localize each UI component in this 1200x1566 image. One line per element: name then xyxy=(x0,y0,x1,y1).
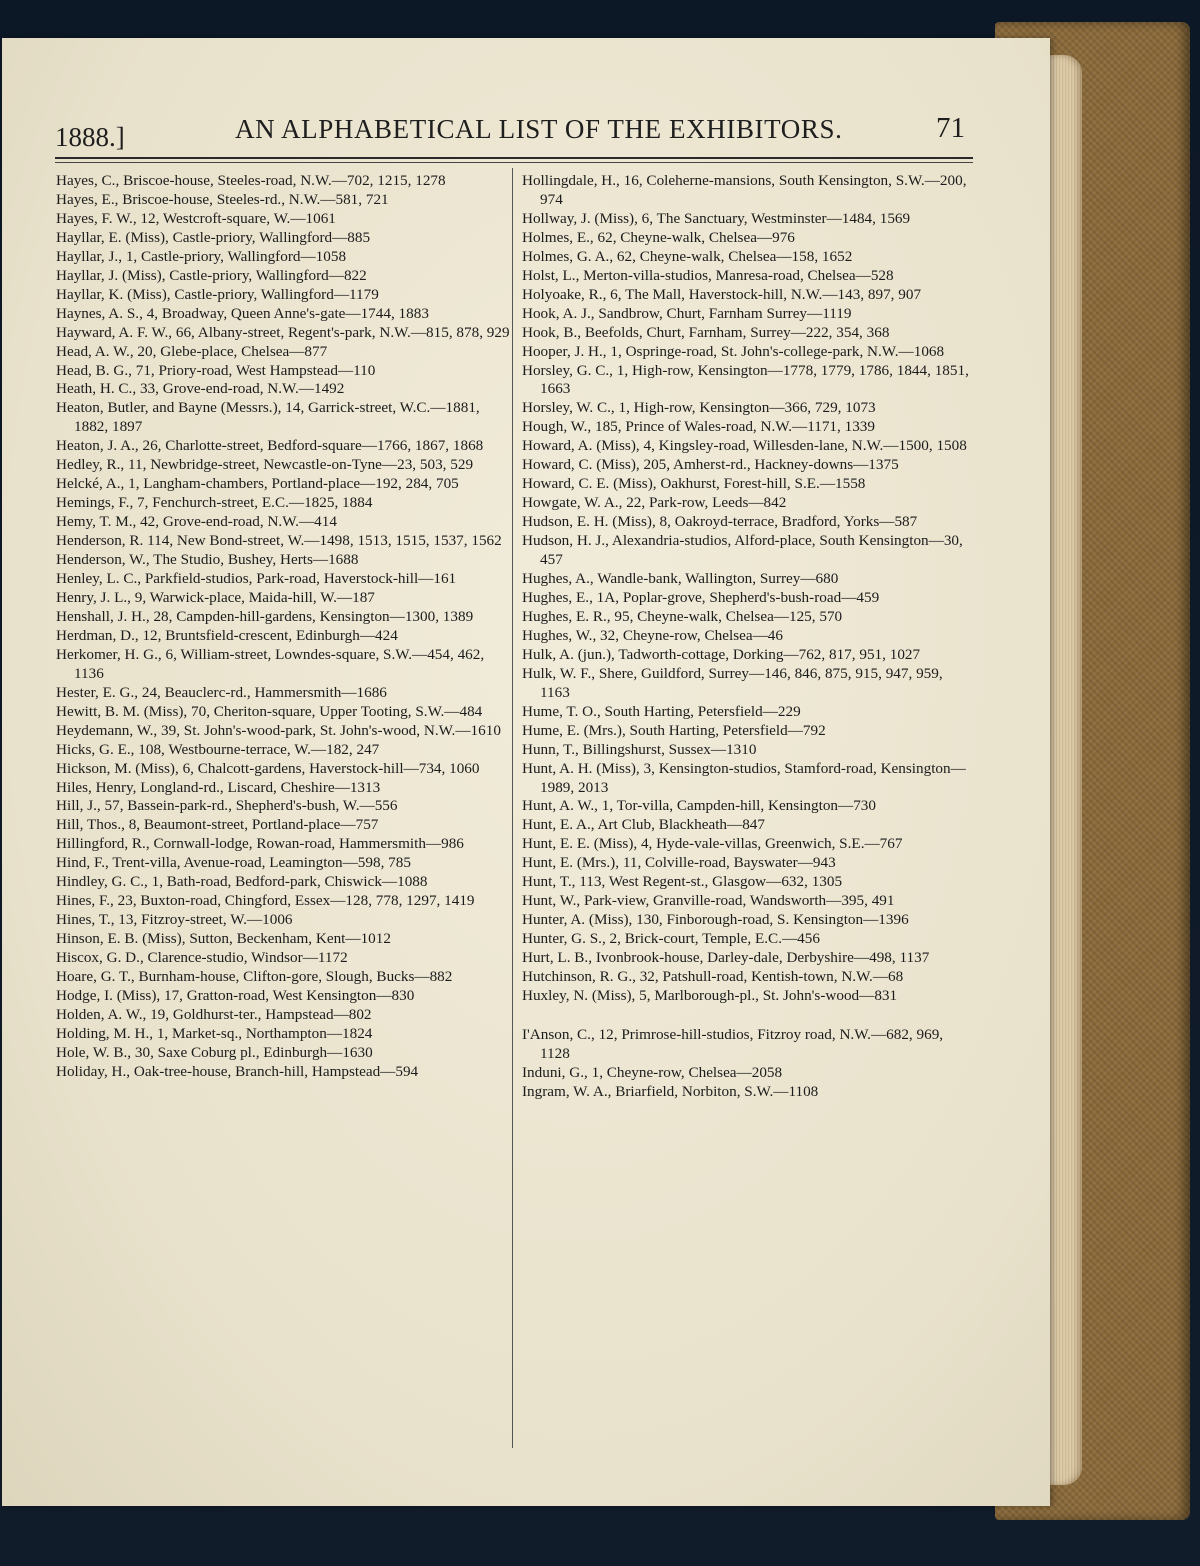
header-rule-thick xyxy=(55,157,973,159)
exhibitor-entry: Hole, W. B., 30, Saxe Coburg pl., Edinburgh—1630 xyxy=(56,1043,373,1061)
exhibitor-entry: Herdman, D., 12, Bruntsfield-crescent, Edinburgh—424 xyxy=(56,626,398,644)
header-title: AN ALPHABETICAL LIST OF THE EXHIBITORS. xyxy=(235,114,843,144)
exhibitor-entry: Howard, C. (Miss), 205, Amherst-rd., Hackney-downs—1375 xyxy=(522,456,899,474)
exhibitor-entry: Hayes, E., Briscoe-house, Steeles-rd., N.W.—581, 721 xyxy=(56,190,389,208)
exhibitor-entry: Henley, L. C., Parkfield-studios, Park-road, Haverstock-hill—161 xyxy=(56,570,457,588)
exhibitor-entry: Hulk, A. (jun.), Tadworth-cottage, Dorking—762, 817, 951, 1027 xyxy=(522,645,921,663)
exhibitor-entry: Howgate, W. A., 22, Park-row, Leeds—842 xyxy=(522,494,787,512)
exhibitor-entry: Hurt, L. B., Ivonbrook-house, Darley-dale, Derbyshire—498, 1137 xyxy=(522,949,930,967)
exhibitor-entry: Ingram, W. A., Briarfield, Norbiton, S.W.—1108 xyxy=(522,1082,819,1100)
exhibitor-entry: Hester, E. G., 24, Beauclerc-rd., Hammersmith—1686 xyxy=(56,683,387,701)
exhibitor-entry: Henshall, J. H., 28, Campden-hill-gardens, Kensington—1300, 1389 xyxy=(56,607,474,625)
exhibitor-entry: Howard, A. (Miss), 4, Kingsley-road, Willesden-lane, N.W.—1500, 1508 xyxy=(522,437,967,455)
exhibitor-entry: Holst, L., Merton-villa-studios, Manresa-road, Chelsea—528 xyxy=(522,266,894,284)
exhibitor-entry: Hillingford, R., Cornwall-lodge, Rowan-road, Hammersmith—986 xyxy=(56,835,464,853)
exhibitor-entry: Herkomer, H. G., 6, William-street, Lowndes-square, S.W.—454, 462, 1136 xyxy=(56,645,485,682)
exhibitor-entry: Heath, H. C., 33, Grove-end-road, N.W.—1492 xyxy=(56,380,345,398)
exhibitor-entry: Hayllar, E. (Miss), Castle-priory, Wallingford—885 xyxy=(56,228,371,246)
right-column xyxy=(522,172,974,1102)
column-divider xyxy=(512,168,513,1448)
exhibitor-entry: Holding, M. H., 1, Market-sq., Northampton—1824 xyxy=(56,1024,373,1042)
exhibitor-entry: Henderson, W., The Studio, Bushey, Herts—1688 xyxy=(56,551,359,569)
exhibitor-entry: Hill, J., 57, Bassein-park-rd., Shepherd's-bush, W.—556 xyxy=(56,797,398,815)
exhibitor-entry: Hiles, Henry, Longland-rd., Liscard, Cheshire—1313 xyxy=(56,778,381,796)
exhibitor-entry: Hough, W., 185, Prince of Wales-road, N.W.—1171, 1339 xyxy=(522,418,875,436)
page-header xyxy=(55,112,973,156)
exhibitor-entry: Hunt, A. H. (Miss), 3, Kensington-studios, Stamford-road, Kensington—1989, 2013 xyxy=(522,759,966,796)
page-number: 71 xyxy=(936,112,965,144)
exhibitor-entry: Hunt, A. W., 1, Tor-villa, Campden-hill, Kensington—730 xyxy=(522,797,876,815)
exhibitor-entry: I'Anson, C., 12, Primrose-hill-studios, Fitzroy road, N.W.—682, 969, 1128 xyxy=(522,1025,944,1062)
exhibitor-entry: Hulk, W. F., Shere, Guildford, Surrey—146, 846, 875, 915, 947, 959, 1163 xyxy=(522,664,943,701)
exhibitor-entry: Hiscox, G. D., Clarence-studio, Windsor—1172 xyxy=(56,949,348,967)
exhibitor-entry: Henry, J. L., 9, Warwick-place, Maida-hill, W.—187 xyxy=(56,588,375,606)
exhibitor-entry: Hedley, R., 11, Newbridge-street, Newcastle-on-Tyne—23, 503, 529 xyxy=(56,456,474,474)
exhibitor-entry: Hindley, G. C., 1, Bath-road, Bedford-park, Chiswick—1088 xyxy=(56,873,428,891)
exhibitor-entry: Hewitt, B. M. (Miss), 70, Cheriton-square, Upper Tooting, S.W.—484 xyxy=(56,702,483,720)
header-rule-thin xyxy=(55,162,973,163)
exhibitor-entry: Horsley, G. C., 1, High-row, Kensington—1778, 1779, 1786, 1844, 1851, 1663 xyxy=(522,361,969,398)
exhibitor-entry: Hollway, J. (Miss), 6, The Sanctuary, Westminster—1484, 1569 xyxy=(522,209,911,227)
exhibitor-entry: Hughes, A., Wandle-bank, Wallington, Surrey—680 xyxy=(522,570,839,588)
exhibitor-entry: Hayllar, K. (Miss), Castle-priory, Wallingford—1179 xyxy=(56,285,379,303)
section-gap xyxy=(522,1006,974,1026)
exhibitor-entry: Hayes, C., Briscoe-house, Steeles-road, N.W.—702, 1215, 1278 xyxy=(56,172,446,189)
exhibitor-entry: Hollingdale, H., 16, Coleherne-mansions, South Kensington, S.W.—200, 974 xyxy=(522,172,967,208)
exhibitor-entry: Hunt, E. E. (Miss), 4, Hyde-vale-villas, Greenwich, S.E.—767 xyxy=(522,835,903,853)
exhibitor-entry: Hines, F., 23, Buxton-road, Chingford, Essex—128, 778, 1297, 1419 xyxy=(56,892,475,910)
exhibitor-entry: Howard, C. E. (Miss), Oakhurst, Forest-hill, S.E.—1558 xyxy=(522,475,866,493)
exhibitor-entry: Hunt, E. A., Art Club, Blackheath—847 xyxy=(522,816,765,834)
exhibitor-entry: Hudson, E. H. (Miss), 8, Oakroyd-terrace, Bradford, Yorks—587 xyxy=(522,513,918,531)
exhibitor-entry: Hayllar, J., 1, Castle-priory, Wallingford—1058 xyxy=(56,247,347,265)
exhibitor-entry: Hind, F., Trent-villa, Avenue-road, Leamington—598, 785 xyxy=(56,854,411,872)
exhibitor-entry: Hinson, E. B. (Miss), Sutton, Beckenham, Kent—1012 xyxy=(56,930,391,948)
exhibitor-entry: Head, B. G., 71, Priory-road, West Hampstead—110 xyxy=(56,361,376,379)
exhibitor-entry: Hunter, G. S., 2, Brick-court, Temple, E.C.—456 xyxy=(522,930,820,948)
exhibitor-entry: Hook, B., Beefolds, Churt, Farnham, Surrey—222, 354, 368 xyxy=(522,323,890,341)
exhibitor-entry: Hooper, J. H., 1, Ospringe-road, St. John's-college-park, N.W.—1068 xyxy=(522,342,945,360)
exhibitor-entry: Hutchinson, R. G., 32, Patshull-road, Kentish-town, N.W.—68 xyxy=(522,968,904,986)
exhibitor-entry: Hunt, E. (Mrs.), 11, Colville-road, Bayswater—943 xyxy=(522,854,836,872)
exhibitor-entry: Hicks, G. E., 108, Westbourne-terrace, W.—182, 247 xyxy=(56,740,380,758)
exhibitor-entry: Hughes, E., 1A, Poplar-grove, Shepherd's-bush-road—459 xyxy=(522,588,880,606)
exhibitor-entry: Haynes, A. S., 4, Broadway, Queen Anne's-gate—1744, 1883 xyxy=(56,304,429,322)
exhibitor-entry: Hayward, A. F. W., 66, Albany-street, Regent's-park, N.W.—815, 878, 929 xyxy=(56,323,510,341)
exhibitor-entry: Heaton, J. A., 26, Charlotte-street, Bedford-square—1766, 1867, 1868 xyxy=(56,437,484,455)
exhibitor-entry: Hume, T. O., South Harting, Petersfield—229 xyxy=(522,702,801,720)
exhibitor-entry: Helcké, A., 1, Langham-chambers, Portland-place—192, 284, 705 xyxy=(56,475,459,493)
header-year: 1888.] xyxy=(55,122,125,152)
exhibitor-entry: Hunt, T., 113, West Regent-st., Glasgow—632, 1305 xyxy=(522,873,843,891)
exhibitor-entry: Huxley, N. (Miss), 5, Marlborough-pl., St. John's-wood—831 xyxy=(522,986,898,1004)
exhibitor-entry: Hook, A. J., Sandbrow, Churt, Farnham Surrey—1119 xyxy=(522,304,852,322)
exhibitor-entry: Horsley, W. C., 1, High-row, Kensington—366, 729, 1073 xyxy=(522,399,876,417)
exhibitor-entry: Holiday, H., Oak-tree-house, Branch-hill, Hampstead—594 xyxy=(56,1062,419,1080)
exhibitor-entry: Hodge, I. (Miss), 17, Gratton-road, West Kensington—830 xyxy=(56,986,415,1004)
exhibitor-entry: Hume, E. (Mrs.), South Harting, Petersfield—792 xyxy=(522,721,826,739)
exhibitor-entry: Holmes, E., 62, Cheyne-walk, Chelsea—976 xyxy=(522,228,795,246)
exhibitor-entry: Hines, T., 13, Fitzroy-street, W.—1006 xyxy=(56,911,293,929)
exhibitor-entry: Hill, Thos., 8, Beaumont-street, Portland-place—757 xyxy=(56,816,379,834)
exhibitor-entry: Hoare, G. T., Burnham-house, Clifton-gore, Slough, Bucks—882 xyxy=(56,968,453,986)
exhibitor-entry: Hudson, H. J., Alexandria-studios, Alford-place, South Kensington—30, 457 xyxy=(522,532,963,569)
exhibitor-entry: Hunn, T., Billingshurst, Sussex—1310 xyxy=(522,740,757,758)
exhibitor-entry: Hughes, W., 32, Cheyne-row, Chelsea—46 xyxy=(522,626,783,644)
exhibitor-entry: Hickson, M. (Miss), 6, Chalcott-gardens, Haverstock-hill—734, 1060 xyxy=(56,759,480,777)
exhibitor-entry: Holden, A. W., 19, Goldhurst-ter., Hampstead—802 xyxy=(56,1005,372,1023)
exhibitor-entry: Holmes, G. A., 62, Cheyne-walk, Chelsea—158, 1652 xyxy=(522,247,853,265)
exhibitor-entry: Hemings, F., 7, Fenchurch-street, E.C.—1825, 1884 xyxy=(56,494,373,512)
exhibitor-entry: Heaton, Butler, and Bayne (Messrs.), 14, Garrick-street, W.C.—1881, 1882, 1897 xyxy=(56,399,480,436)
exhibitor-entry: Holyoake, R., 6, The Mall, Haverstock-hill, N.W.—143, 897, 907 xyxy=(522,285,922,303)
exhibitor-entry: Henderson, R. 114, New Bond-street, W.—1498, 1513, 1515, 1537, 1562 xyxy=(56,532,502,550)
exhibitor-entry: Induni, G., 1, Cheyne-row, Chelsea—2058 xyxy=(522,1063,783,1081)
exhibitor-entry: Hunt, W., Park-view, Granville-road, Wandsworth—395, 491 xyxy=(522,892,895,910)
exhibitor-entry: Hayllar, J. (Miss), Castle-priory, Wallingford—822 xyxy=(56,266,367,284)
exhibitor-entry: Hughes, E. R., 95, Cheyne-walk, Chelsea—125, 570 xyxy=(522,607,843,625)
exhibitor-entry: Hunter, A. (Miss), 130, Finborough-road, S. Kensington—1396 xyxy=(522,911,909,929)
exhibitor-entry: Heydemann, W., 39, St. John's-wood-park, St. John's-wood, N.W.—1610 xyxy=(56,721,501,739)
exhibitor-entry: Hayes, F. W., 12, Westcroft-square, W.—1061 xyxy=(56,209,336,227)
exhibitor-entry: Head, A. W., 20, Glebe-place, Chelsea—877 xyxy=(56,342,328,360)
left-column xyxy=(56,172,516,1082)
exhibitor-entry: Hemy, T. M., 42, Grove-end-road, N.W.—414 xyxy=(56,513,337,531)
